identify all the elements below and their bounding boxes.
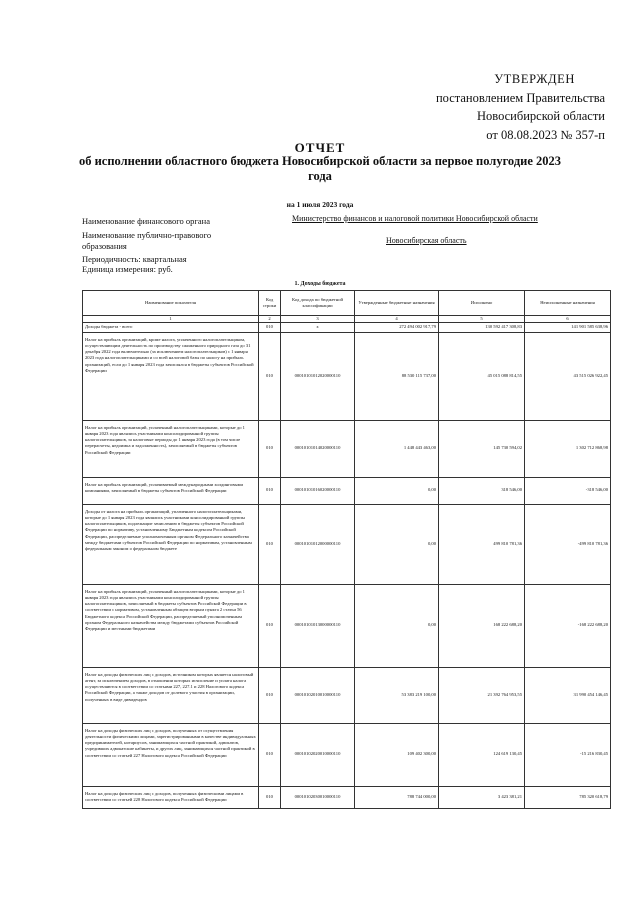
col-number: 5 [439, 316, 525, 323]
row-income-code: 00010101012020000110 [281, 332, 355, 420]
section-title: 1. Доходы бюджета [294, 281, 346, 287]
row-line-code: 010 [259, 584, 281, 667]
row-name: Налог на доходы физических лиц с доходов, полученных физическими лицами в соответствии со статьей 228 Налогового кодекса Российской Федерации [83, 786, 259, 808]
header-approved: Утвержденные бюджетные назначения [355, 291, 439, 316]
row-income-code: 00010102030010000110 [281, 786, 355, 808]
fin-org-label: Наименование финансового органа [82, 216, 210, 226]
row-unexecuted: 43 515 026 922,45 [525, 332, 611, 420]
row-executed: 145 730 594,02 [439, 420, 525, 477]
header-executed: Исполнено [439, 291, 525, 316]
fin-org-value: Министерство финансов и налоговой политики Новосибирской области [292, 214, 538, 223]
table-row [83, 786, 611, 808]
periodicity: Периодичность: квартальная [82, 254, 187, 264]
row-line-code: 010 [259, 477, 281, 504]
header-name: Наименование показателя [83, 291, 259, 316]
row-income-code: 00010101016020000110 [281, 477, 355, 504]
approval-date: от 08.08.2023 № 357-п [486, 127, 605, 142]
col-number: 2 [259, 316, 281, 323]
table-row [83, 332, 611, 420]
row-income-code: 00010101012000000110 [281, 504, 355, 584]
table-number-row [83, 316, 611, 323]
report-subtitle: об исполнении областного бюджета Новосибирской области за первое полугодие 2023 года [78, 154, 562, 183]
row-line-code: 010 [259, 723, 281, 786]
table-row [83, 504, 611, 584]
row-unexecuted: -499 810 781,36 [525, 504, 611, 584]
row-income-code: 00010102010010000110 [281, 667, 355, 723]
approval-stamp [400, 70, 605, 144]
row-executed: 124 619 130,45 [439, 723, 525, 786]
header-line-code: Код строки [259, 291, 281, 316]
row-approved: 53 383 219 100,00 [355, 667, 439, 723]
row-line-code: 010 [259, 420, 281, 477]
row-approved: 88 530 115 737,00 [355, 332, 439, 420]
row-executed: 130 592 417 308,83 [439, 323, 525, 332]
row-income-code: 00010101013000000110 [281, 584, 355, 667]
row-executed: 318 546,00 [439, 477, 525, 504]
row-name: Налог на прибыль организаций, уплаченный налогоплательщиками, которые до 1 января 2023 года являлись участниками консолидированной группы налогоплательщиков, за налоговые периоды до 1 января 2023 года (в том числе перерасчеты, недоимка и задолженность), зачисляемый в бюджеты субъектов Российской Федерации [83, 420, 259, 477]
row-unexecuted: -168 222 688,20 [525, 584, 611, 667]
entity-value: Новосибирская область [386, 236, 467, 245]
report-date: на 1 июля 2023 года [286, 200, 354, 209]
row-unexecuted: -318 546,00 [525, 477, 611, 504]
row-executed: 499 810 781,36 [439, 504, 525, 584]
table-row [83, 477, 611, 504]
table-header-row [83, 291, 611, 316]
approval-resolution: постановлением Правительства [435, 90, 605, 105]
row-unexecuted: -15 216 830,45 [525, 723, 611, 786]
row-approved: 109 402 300,00 [355, 723, 439, 786]
row-income-code: 00010101014020000110 [281, 420, 355, 477]
table-row [83, 667, 611, 723]
report-title: ОТЧЕТ [294, 140, 346, 155]
unit: Единица измерения: руб. [82, 264, 173, 274]
row-name: Налог на прибыль организаций, уплаченный налогоплательщиками, которые до 1 января 2023 года являлись участниками консолидированной группы налогоплательщиков, зачисляемый в бюджеты субъектов Российской Федерации в соответствии с нормативом, установленным абзацем вторым пункта 2 статьи 56 Бюджетного кодекса Российской Федерации, распределяемый уполномоченным органом Федерального казначейства между бюджетами субъектов Российской Федерации и местными бюджетами [83, 584, 259, 667]
row-name: Доходы бюджета - всего [83, 323, 259, 332]
header-income-code: Код дохода по бюджетной классификации [281, 291, 355, 316]
row-income-code: 00010102020010000110 [281, 723, 355, 786]
row-line-code: 010 [259, 786, 281, 808]
row-approved: 0,00 [355, 584, 439, 667]
row-unexecuted: 1 302 712 868,98 [525, 420, 611, 477]
row-name: Налог на доходы физических лиц с доходов, полученных от осуществления деятельности физическими лицами, зарегистрированными в качестве индивидуальных предпринимателей, нотариусов, занимающихся частной практикой, адвокатов, учредивших адвокатские кабинеты, и других лиц, занимающихся частной практикой в соответствии со статьей 227 Налогового кодекса Российской Федерации [83, 723, 259, 786]
row-unexecuted: 141 901 585 638,96 [525, 323, 611, 332]
revenue-table [82, 290, 611, 809]
row-executed: 21 392 764 953,55 [439, 667, 525, 723]
table-row [83, 723, 611, 786]
row-unexecuted: 785 320 618,79 [525, 786, 611, 808]
table-row [83, 584, 611, 667]
row-approved: 1 448 443 463,00 [355, 420, 439, 477]
row-name: Налог на доходы физических лиц с доходов, источником которых является налоговый агент, за исключением доходов, в отношении которых исчисление и уплата налога осуществляются в соответствии со статьями 227, 227.1 и 228 Налогового кодекса Российской Федерации, а также доходов от долевого участия в организации, полученных в виде дивидендов [83, 667, 259, 723]
col-number: 4 [355, 316, 439, 323]
row-executed: 3 423 381,21 [439, 786, 525, 808]
header-unexecuted: Неисполненные назначения [525, 291, 611, 316]
row-approved: 788 744 000,00 [355, 786, 439, 808]
row-executed: 45 015 088 814,55 [439, 332, 525, 420]
row-line-code: 010 [259, 667, 281, 723]
table-row [83, 420, 611, 477]
row-line-code: 010 [259, 504, 281, 584]
row-line-code: 010 [259, 332, 281, 420]
entity-label: Наименование публично-правового образования [82, 230, 212, 251]
col-number: 6 [525, 316, 611, 323]
table-row [83, 323, 611, 332]
row-name: Налог на прибыль организаций, уплачиваемый международными холдинговыми компаниями, зачисляемый в бюджеты субъектов Российской Федерации [83, 477, 259, 504]
row-name: Налог на прибыль организаций, кроме налога, уплаченного налогоплательщиком, осуществляющим деятельность по производству сжиженного природного газа до 31 декабря 2022 года включительно (за исключением налогоплательщиков) с 1 января 2023 года налогоплательщиками и со всей налоговой базы по налогу на прибыль организаций, если до 1 января 2023 года зачислялся в бюджеты субъектов Российской Федерации [83, 332, 259, 420]
approval-region: Новосибирской области [476, 109, 605, 123]
row-name: Доходы от налога на прибыль организаций, уплаченного налогоплательщиками, которые до 1 января 2023 года являлись участниками консолидированной группы налогоплательщиков, подлежащие зачислению в бюджеты субъектов Российской Федерации по нормативу, установленному Бюджетным кодексом Российской Федерации, распределяемые уполномоченным органом Федерального казначейства между бюджетами субъектов Российской Федерации по нормативам, установленным федеральным законом о федеральном бюджете [83, 504, 259, 584]
col-number: 3 [281, 316, 355, 323]
row-approved: 272 494 002 917,79 [355, 323, 439, 332]
row-line-code: 010 [259, 323, 281, 332]
row-executed: 168 222 688,20 [439, 584, 525, 667]
col-number: 1 [83, 316, 259, 323]
row-approved: 0,00 [355, 477, 439, 504]
row-approved: 0,00 [355, 504, 439, 584]
row-income-code: x [281, 323, 355, 332]
row-unexecuted: 31 990 454 146,45 [525, 667, 611, 723]
approval-approved: УТВЕРЖДЕН [494, 72, 575, 86]
